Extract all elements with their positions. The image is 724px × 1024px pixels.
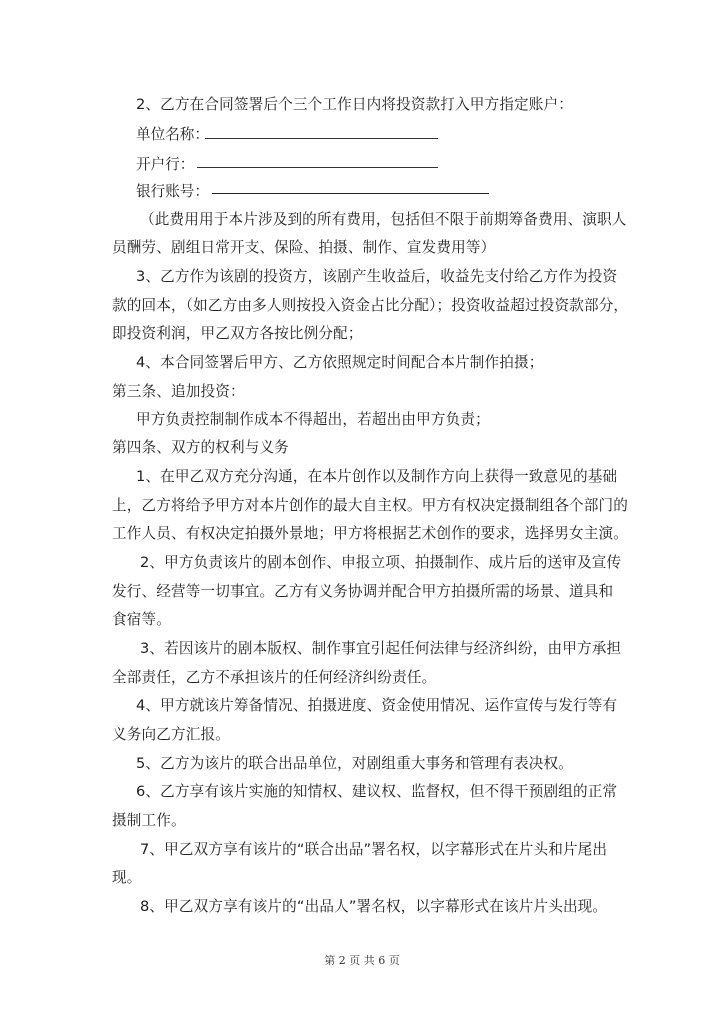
article-4-item-3: 全部责任，乙方不承担该片的任何经济纠纷责任。 [112, 669, 437, 686]
article-4-item-7: 7、甲乙双方享有该片的“联合出品”署名权，以字幕形式在片头和片尾出 [140, 841, 608, 858]
article-3-title: 第三条、追加投资： [112, 383, 245, 400]
fee-note-line: 员酬劳、剧组日常开支、保险、拍摄、制作、宣发费用等） [112, 239, 496, 256]
article-4-item-2: 2、甲方负责该片的剧本创作、申报立项、拍摄制作、成片后的送审及宣传 [140, 554, 622, 571]
article-4-item-6: 摄制工作。 [112, 812, 186, 829]
bank-blank [197, 167, 438, 168]
clause-3-line: 3、乙方作为该剧的投资方，该剧产生收益后，收益先支付给乙方作为投资 [136, 268, 618, 285]
article-4-item-4: 义务向乙方汇报。 [112, 726, 230, 743]
clause-2-text: 2、乙方在合同签署后个三个工作日内将投资款打入甲方指定账户： [136, 96, 574, 113]
article-4-item-1: 上，乙方将给予甲方对本片创作的最大自主权。甲方有权决定摄制组各个部门的 [112, 497, 629, 514]
article-4-item-7: 现。 [112, 869, 142, 886]
article-4-item-5: 5、乙方为该片的联合出品单位，对剧组重大事务和管理有表决权。 [136, 755, 574, 772]
article-4-item-1: 1、在甲乙双方充分沟通，在本片创作以及制作方向上获得一致意见的基础 [136, 468, 618, 485]
article-3-body: 甲方负责控制制作成本不得超出，若超出由甲方负责； [136, 411, 490, 428]
unit-name-label: 单位名称： [136, 126, 209, 143]
page-number-footer: 第 2 页 共 6 页 [324, 954, 400, 967]
account-label: 银行账号： [136, 183, 209, 200]
article-4-item-2: 发行、经营等一切事宜。乙方有义务协调并配合甲方拍摄所需的场景、道具和 [112, 583, 614, 600]
clause-3-line: 款的回本，（如乙方由多人则按投入资金占比分配）；投资收益超过投资款部分， [112, 297, 629, 314]
account-blank [212, 193, 489, 194]
article-4-item-4: 4、甲方就该片筹备情况、拍摄进度、资金使用情况、运作宣传与发行等有 [136, 697, 618, 714]
article-4-item-8: 8、甲乙双方享有该片的“出品人”署名权，以字幕形式在该片片头出现。 [140, 898, 608, 915]
article-4-title: 第四条、双方的权利与义务 [112, 439, 289, 456]
article-4-item-6: 6、乙方享有该片实施的知情权、建议权、监督权，但不得干预剧组的正常 [136, 783, 618, 800]
fee-note-line: （此费用用于本片涉及到的所有费用，包括但不限于前期筹备费用、演职人 [140, 211, 627, 228]
bank-label: 开户行： [136, 156, 195, 173]
clause-4-text: 4、本合同签署后甲方、乙方依照规定时间配合本片制作拍摄； [136, 354, 544, 371]
article-4-item-3: 3、若因该片的剧本版权、制作事宜引起任何法律与经济纠纷，由甲方承担 [140, 640, 622, 657]
unit-name-blank [205, 138, 438, 139]
clause-3-line: 即投资利润，甲乙双方各按比例分配； [112, 325, 363, 342]
article-4-item-2: 食宿等。 [112, 611, 171, 628]
article-4-item-1: 工作人员、有权决定拍摄外景地；甲方将根据艺术创作的要求，选择男女主演。 [112, 525, 629, 542]
